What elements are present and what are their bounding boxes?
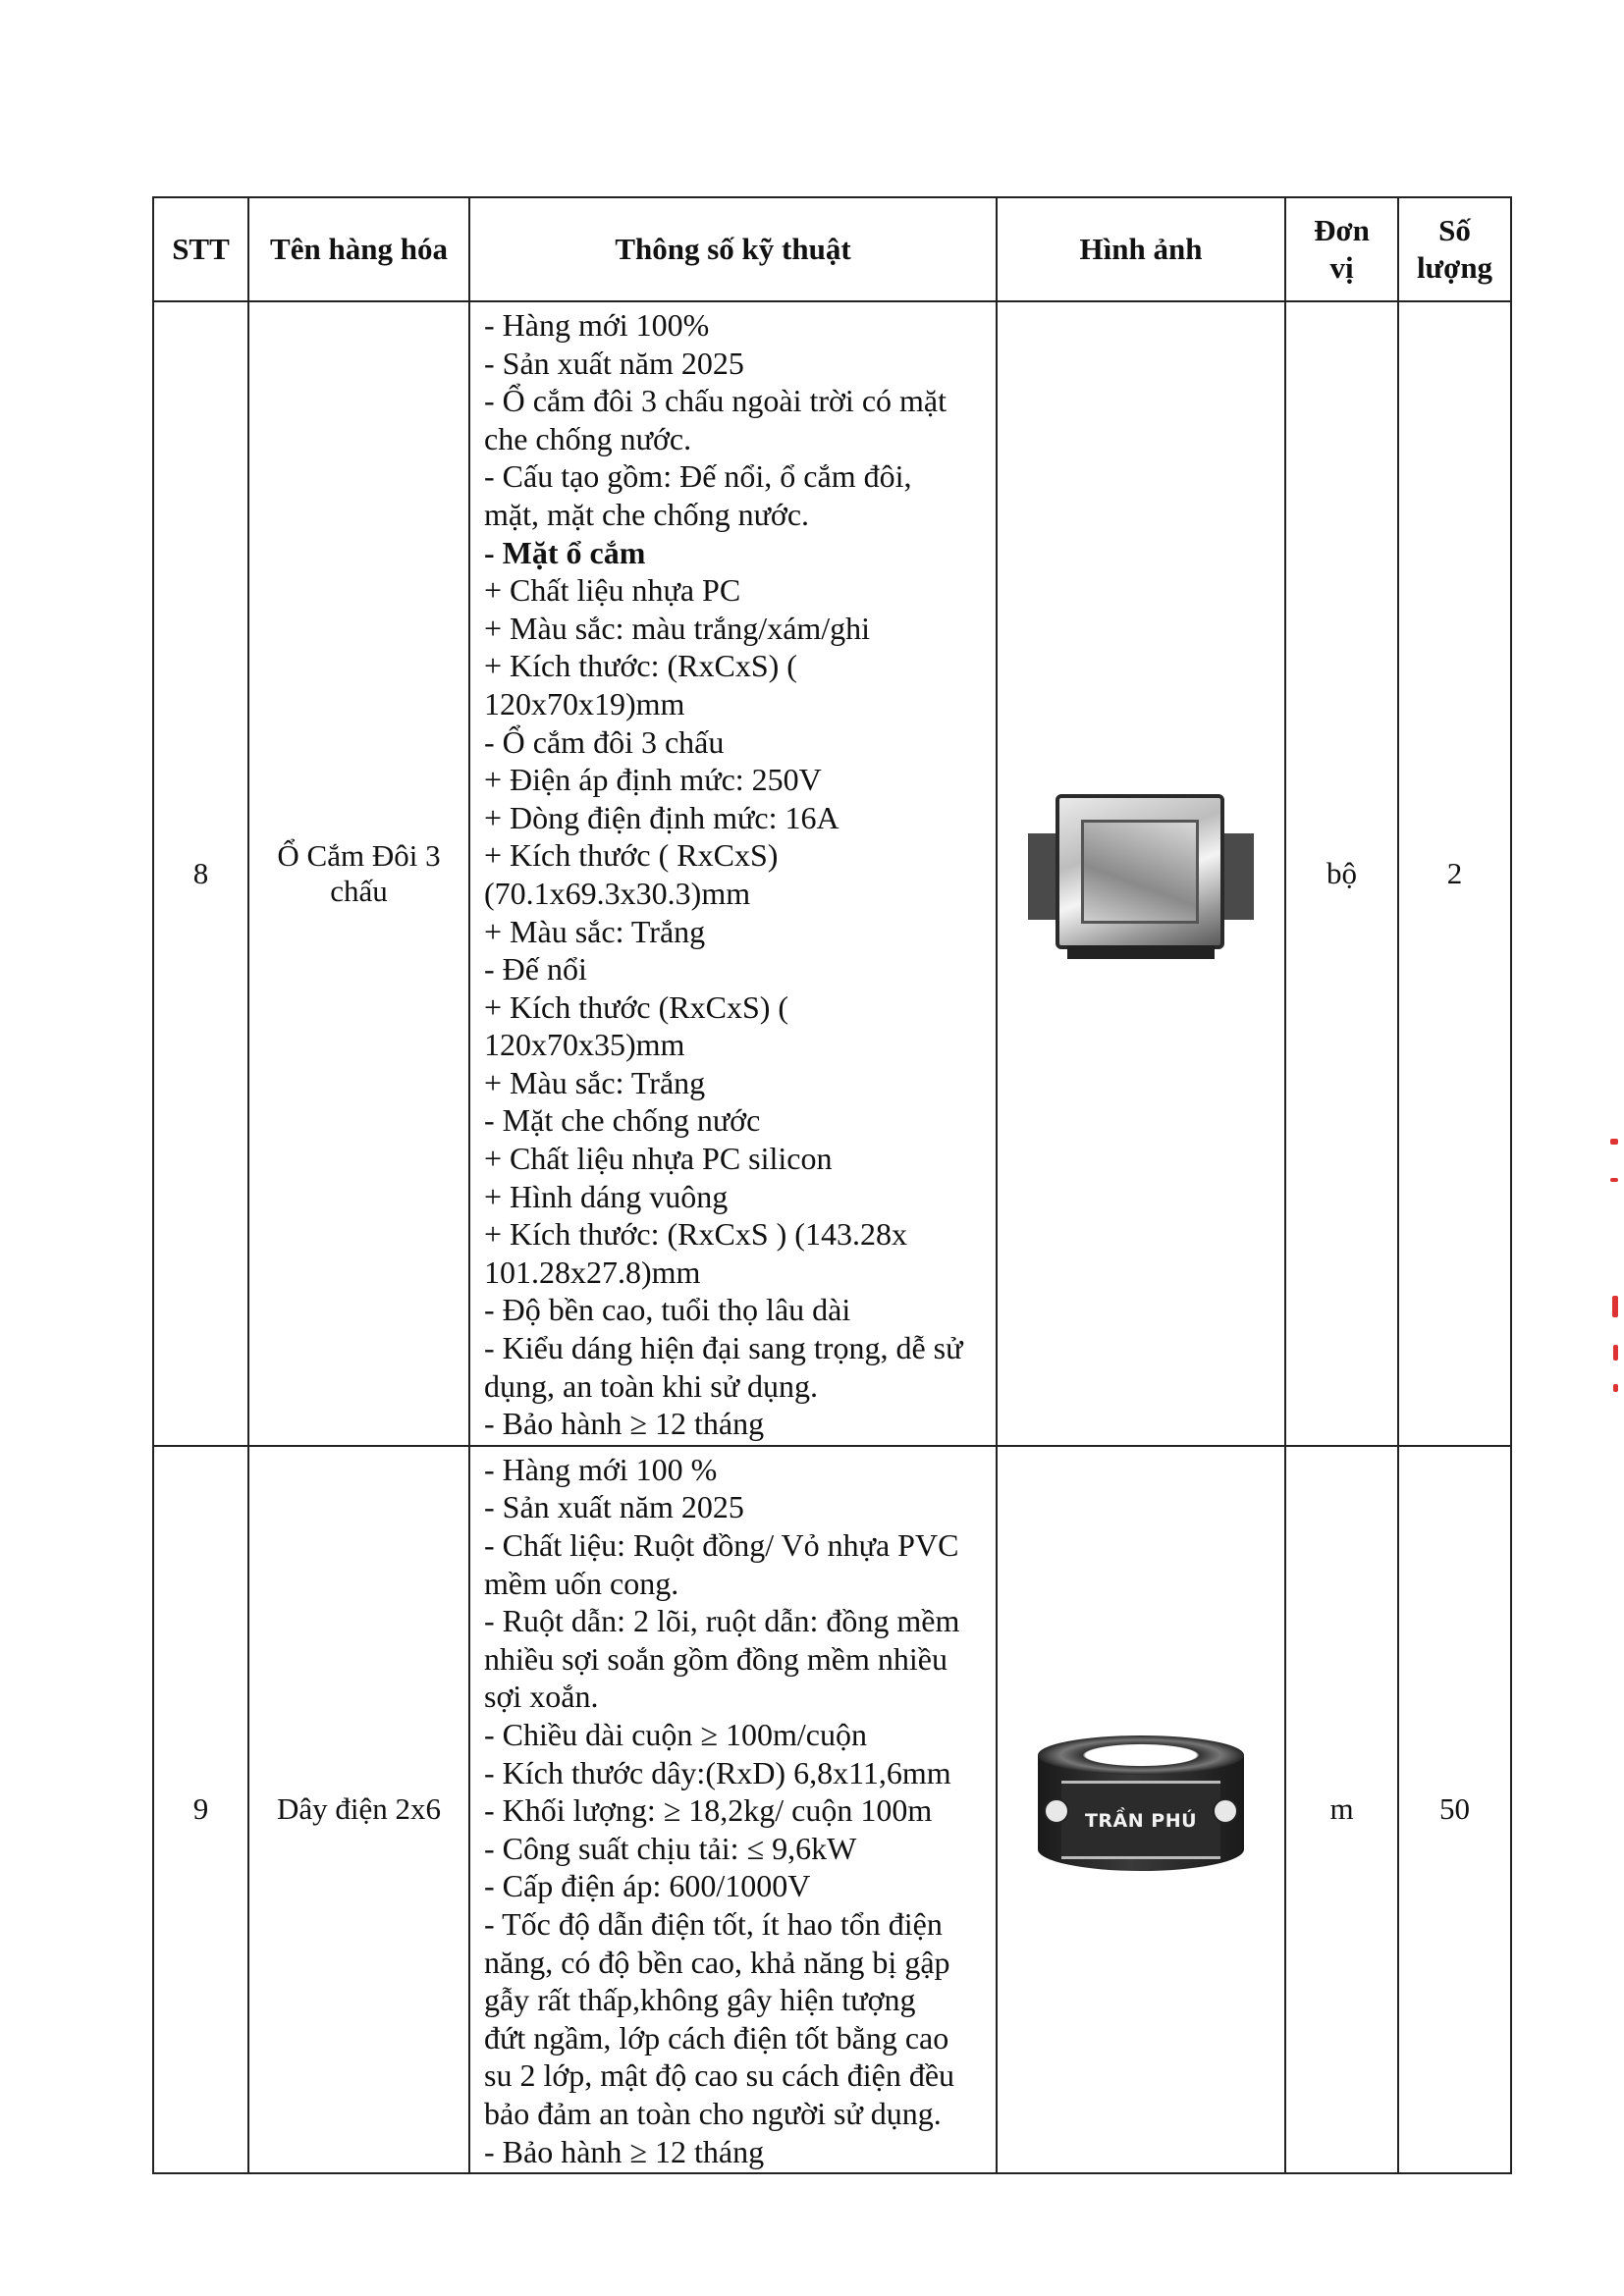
spec-line: - Ổ cắm đôi 3 chấu bbox=[484, 723, 725, 760]
row-unit: bộ bbox=[1285, 301, 1398, 1446]
spec-line: + Màu sắc: màu trắng/xám/ghi bbox=[484, 610, 871, 646]
cable-reel-picture bbox=[1038, 1735, 1244, 1883]
row-image bbox=[997, 301, 1285, 1446]
stamp-mark bbox=[1612, 1296, 1618, 1317]
row-qty: 50 bbox=[1398, 1446, 1511, 2173]
table-row bbox=[153, 1446, 1511, 2173]
header-unit-line1: Đơn bbox=[1314, 213, 1370, 247]
spec-line: - Hàng mới 100 % bbox=[484, 1451, 718, 1487]
stamp-mark bbox=[1610, 1139, 1618, 1145]
socket-mount-right bbox=[1222, 833, 1254, 920]
header-stt: STT bbox=[153, 197, 248, 301]
socket-cover bbox=[1056, 794, 1224, 949]
table-header-row bbox=[153, 197, 1511, 301]
spec-line: - Công suất chịu tải: ≤ 9,6kW bbox=[484, 1830, 857, 1866]
spec-line: - Tốc độ dẫn điện tốt, ít hao tổn điện bbox=[484, 1905, 943, 1942]
spec-line: + Dòng điện định mức: 16A bbox=[484, 799, 839, 835]
row-name bbox=[248, 301, 469, 1446]
stamp-mark bbox=[1613, 1384, 1618, 1392]
spec-line: gẫy rất thấp,không gây hiện tượng bbox=[484, 1982, 916, 2018]
spec-line: + Hình dáng vuông bbox=[484, 1178, 729, 1214]
spec-line: + Điện áp định mức: 250V bbox=[484, 762, 822, 798]
spec-line: - Chất liệu: Ruột đồng/ Vỏ nhựa PVC bbox=[484, 1527, 959, 1563]
spec-line: đứt ngầm, lớp cách điện tốt bằng cao bbox=[484, 2019, 949, 2056]
row-stt: 8 bbox=[153, 301, 248, 1446]
row-name-line1: Ổ Cắm Đôi 3 bbox=[277, 837, 441, 873]
spec-line: + Kích thước (RxCxS) ( bbox=[484, 988, 789, 1025]
header-image: Hình ảnh bbox=[997, 197, 1285, 301]
spec-line: - Bảo hành ≥ 12 tháng bbox=[484, 2133, 765, 2169]
header-unit bbox=[1285, 197, 1398, 301]
spec-line: dụng, an toàn khi sử dụng. bbox=[484, 1367, 818, 1404]
spec-line: - Cấu tạo gồm: Đế nổi, ổ cắm đôi, bbox=[484, 458, 912, 495]
spec-line: che chống nước. bbox=[484, 420, 692, 456]
header-qty bbox=[1398, 197, 1511, 301]
spec-line: + Kích thước: (RxCxS ) (143.28x bbox=[484, 1216, 907, 1253]
spec-line: - Kích thước dây:(RxD) 6,8x11,6mm bbox=[484, 1754, 951, 1790]
spec-line: mặt, mặt che chống nước. bbox=[484, 496, 810, 532]
spec-line: + Màu sắc: Trắng bbox=[484, 1064, 706, 1100]
table-row bbox=[153, 301, 1511, 1446]
spec-line: - Đế nổi bbox=[484, 951, 587, 988]
spec-line: + Kích thước ( RxCxS) bbox=[484, 837, 779, 874]
spec-line: 120x70x35)mm bbox=[484, 1027, 685, 1063]
spec-line: - Cấp điện áp: 600/1000V bbox=[484, 1868, 811, 1904]
row-name bbox=[248, 1446, 469, 2173]
row-qty: 2 bbox=[1398, 301, 1511, 1446]
spec-line: bảo đảm an toàn cho người sử dụng. bbox=[484, 2095, 942, 2131]
header-unit-line2: vị bbox=[1329, 250, 1354, 285]
socket-base bbox=[1067, 945, 1215, 959]
spec-line: mềm uốn cong. bbox=[484, 1565, 679, 1601]
spec-line: sợi xoắn. bbox=[484, 1679, 599, 1715]
spec-line: - Ổ cắm đôi 3 chấu ngoài trời có mặt bbox=[484, 383, 947, 419]
spec-line: 120x70x19)mm bbox=[484, 685, 685, 721]
spec-line: - Sản xuất năm 2025 bbox=[484, 345, 744, 381]
spec-line: năng, có độ bền cao, khả năng bị gập bbox=[484, 1944, 950, 1980]
row-unit: m bbox=[1285, 1446, 1398, 2173]
spec-line: su 2 lớp, mật độ cao su cách điện đều bbox=[484, 2057, 955, 2094]
spec-line: - Bảo hành ≥ 12 tháng bbox=[484, 1406, 765, 1442]
row-stt: 9 bbox=[153, 1446, 248, 2173]
spec-line: - Sản xuất năm 2025 bbox=[484, 1489, 744, 1525]
spec-line: - Mặt che chống nước bbox=[484, 1102, 761, 1139]
spec-line: 101.28x27.8)mm bbox=[484, 1254, 701, 1290]
row-spec bbox=[469, 1446, 997, 2173]
spec-line: - Độ bền cao, tuổi thọ lâu dài bbox=[484, 1292, 851, 1328]
row-name-line1: Dây điện 2x6 bbox=[276, 1791, 442, 1827]
spec-line: (70.1x69.3x30.3)mm bbox=[484, 875, 751, 911]
stamp-mark bbox=[1613, 1345, 1618, 1361]
spec-line: - Ruột dẫn: 2 lõi, ruột dẫn: đồng mềm bbox=[484, 1603, 960, 1639]
stamp-mark bbox=[1610, 1178, 1618, 1182]
row-spec bbox=[469, 301, 997, 1446]
header-qty-line1: Số bbox=[1438, 213, 1471, 247]
socket-cover-window bbox=[1081, 820, 1199, 924]
spec-line: + Kích thước: (RxCxS) ( bbox=[484, 648, 797, 684]
spec-line: - Khối lượng: ≥ 18,2kg/ cuộn 100m bbox=[484, 1792, 933, 1829]
reel-brand-text: TRẦN PHÚ bbox=[1084, 1810, 1198, 1833]
header-qty-line2: lượng bbox=[1416, 250, 1493, 285]
header-name: Tên hàng hóa bbox=[248, 197, 469, 301]
spec-line: - Chiều dài cuộn ≥ 100m/cuộn bbox=[484, 1716, 867, 1752]
spec-line: + Chất liệu nhựa PC bbox=[484, 572, 741, 609]
row-name-line2: chấu bbox=[330, 873, 388, 908]
spec-line-bold: - Mặt ổ cắm bbox=[484, 534, 646, 570]
outdoor-socket-picture bbox=[1028, 790, 1254, 957]
spec-line: - Hàng mới 100% bbox=[484, 307, 710, 343]
product-spec-table bbox=[152, 196, 1512, 2174]
spec-line: + Chất liệu nhựa PC silicon bbox=[484, 1141, 833, 1177]
row-image bbox=[997, 1446, 1285, 2173]
spec-line: + Màu sắc: Trắng bbox=[484, 913, 706, 949]
spec-line: - Kiểu dáng hiện đại sang trọng, dễ sử bbox=[484, 1330, 963, 1366]
spec-line: nhiều sợi soắn gồm đồng mềm nhiều bbox=[484, 1640, 947, 1677]
header-spec: Thông số kỹ thuật bbox=[469, 197, 997, 301]
